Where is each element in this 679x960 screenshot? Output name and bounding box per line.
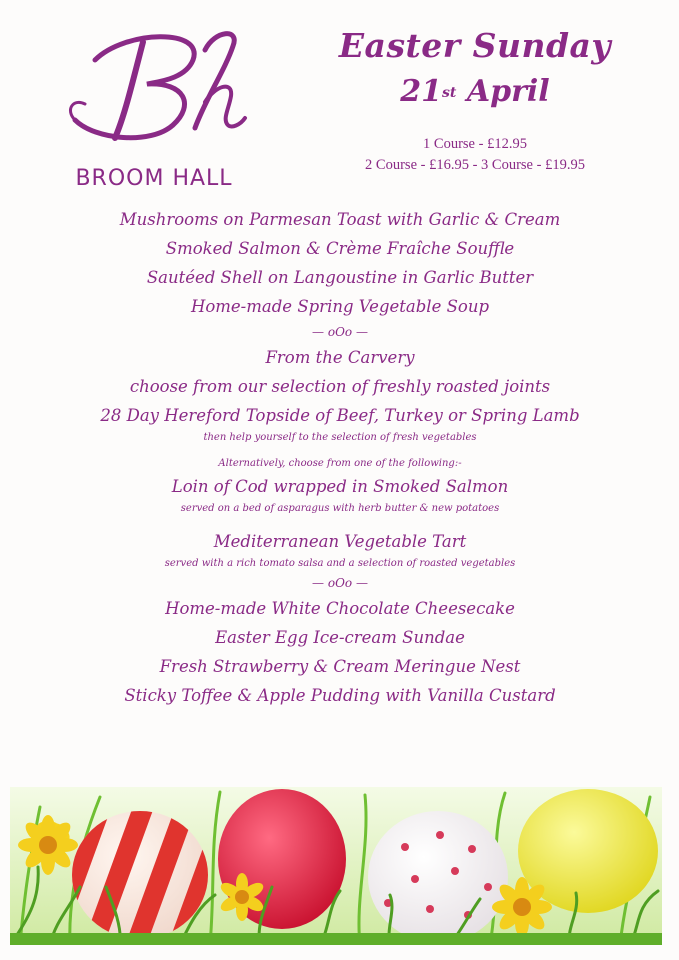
daisy-left [18,815,78,875]
main-item-cod-note: served on a bed of asparagus with herb butter & new potatoes [180,503,500,514]
desserts-section [40,594,640,710]
section-divider: — oOo — [312,576,368,590]
price-list [330,134,620,176]
broom-hall-logo [55,20,255,191]
starter-item: Smoked Salmon & Crème Fraîche Souffle [165,239,515,258]
logo-wordmark: BROOM HALL [75,166,233,191]
carvery-joints: 28 Day Hereford Topside of Beef, Turkey or Spring Lamb [100,406,580,425]
easter-eggs-image [10,787,662,945]
price-two-three-course: 2 Course - £16.95 - 3 Course - £19.95 [365,157,585,173]
starters-section [40,205,640,321]
menu-title [330,24,620,115]
alternatives-intro: Alternatively, choose from one of the following:- [218,458,462,469]
dessert-item: Easter Egg Ice-cream Sundae [215,628,465,647]
carvery-note: then help yourself to the selection of fresh vegetables [203,432,477,443]
mains-section [40,343,640,572]
title-month: April [466,74,550,109]
bh-monogram-icon [55,20,255,170]
title-occasion: Easter Sunday [338,26,612,65]
title-day: 21 [400,74,443,109]
carvery-heading: From the Carvery [265,348,415,367]
price-one-course: 1 Course - £12.95 [423,136,527,152]
title-day-suffix: st [442,85,457,101]
dessert-item: Fresh Strawberry & Cream Meringue Nest [159,657,521,676]
starter-item: Home-made Spring Vegetable Soup [190,297,490,316]
carvery-description: choose from our selection of freshly roasted joints [129,377,551,396]
main-item-cod: Loin of Cod wrapped in Smoked Salmon [171,477,509,496]
section-divider: — oOo — [312,325,368,339]
starter-item: Mushrooms on Parmesan Toast with Garlic & Cream [119,210,561,229]
dessert-item: Sticky Toffee & Apple Pudding with Vanilla Custard [124,686,556,705]
dessert-item: Home-made White Chocolate Cheesecake [165,599,515,618]
title-date [330,70,620,115]
easter-eggs-illustration [10,787,662,945]
menu-body [40,205,640,710]
main-item-tart-note: served with a rich tomato salsa and a selection of roasted vegetables [164,558,516,569]
starter-item: Sautéed Shell on Langoustine in Garlic Butter [146,268,534,287]
main-item-tart: Mediterranean Vegetable Tart [213,532,467,551]
